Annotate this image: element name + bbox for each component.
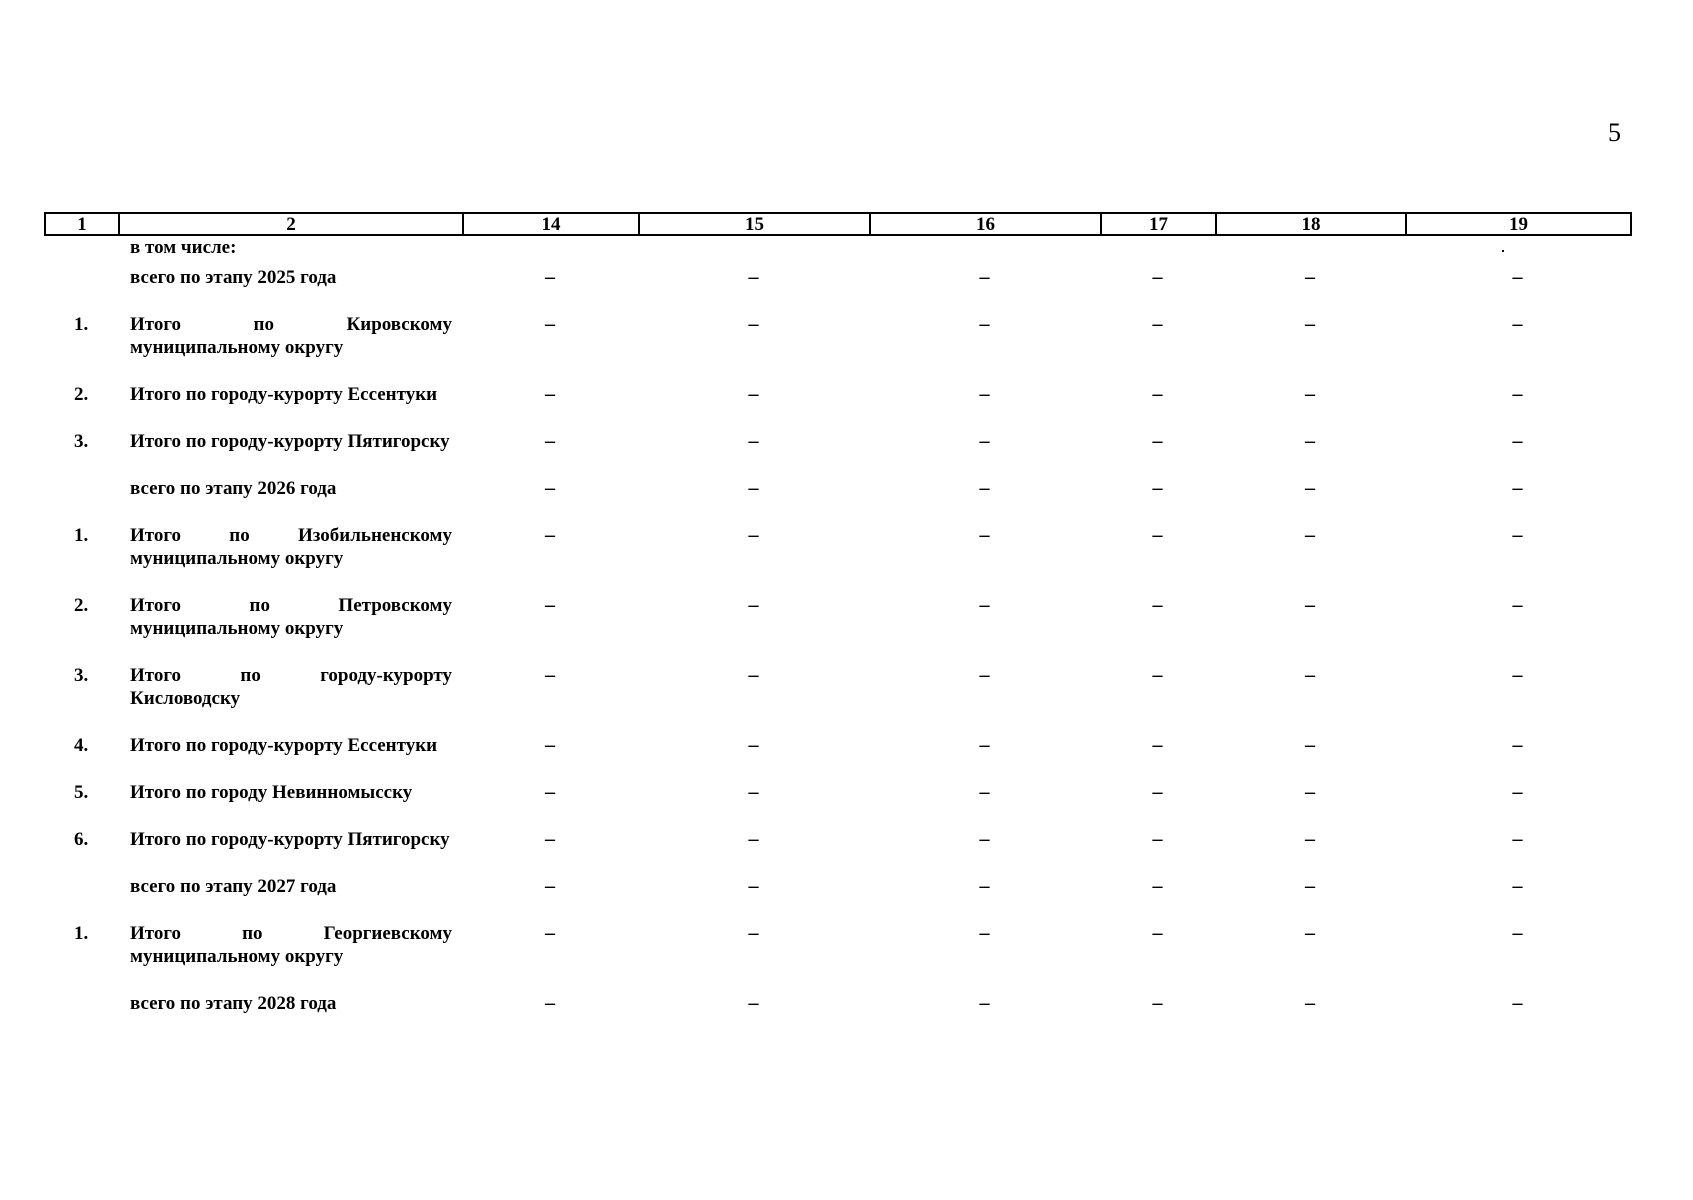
value-col-19: – <box>1512 594 1523 616</box>
row-number: 1. <box>74 314 89 335</box>
value-col-15: – <box>748 875 759 897</box>
value-col-16: – <box>979 664 990 686</box>
value-col-17: – <box>1152 875 1163 897</box>
table-row <box>44 664 1630 734</box>
value-col-17: – <box>1152 781 1163 803</box>
table-row <box>44 922 1630 992</box>
value-col-17: – <box>1152 664 1163 686</box>
value-col-14: – <box>545 383 555 405</box>
value-col-18: – <box>1305 477 1315 499</box>
value-col-17: – <box>1152 992 1163 1014</box>
value-col-16: – <box>979 992 990 1014</box>
row-number: 2. <box>74 384 89 405</box>
value-col-19: – <box>1512 477 1523 499</box>
value-col-18: – <box>1305 828 1315 850</box>
row-label: Итого по городу-курорту Пятигорску <box>130 829 450 850</box>
row-label: Итого по городу Невинномысску <box>130 782 413 803</box>
row-number: 3. <box>74 665 89 686</box>
value-col-17: – <box>1152 266 1163 288</box>
value-col-17: – <box>1152 524 1163 546</box>
value-col-14: – <box>545 524 555 546</box>
value-col-19: – <box>1512 664 1523 686</box>
column-header-18: 18 <box>1216 213 1406 235</box>
row-label: Итого по Кировскому муниципальному округу <box>130 314 452 358</box>
row-number: 6. <box>74 829 89 850</box>
row-number: 1. <box>74 525 89 546</box>
value-col-19: – <box>1512 992 1523 1014</box>
table-row <box>44 524 1630 594</box>
row-label: Итого по городу-курорту Пятигорску <box>130 431 450 452</box>
column-header-2: 2 <box>119 213 463 235</box>
value-col-18: – <box>1305 664 1315 686</box>
row-label: всего по этапу 2025 года <box>130 267 337 288</box>
row-number: 1. <box>74 923 89 944</box>
intro-text: в том числе: <box>130 237 237 258</box>
value-col-17: – <box>1152 313 1163 335</box>
row-label: Итого по Петровскому муниципальному округу <box>130 595 452 639</box>
value-col-16: – <box>979 313 990 335</box>
value-col-15: – <box>748 383 759 405</box>
value-col-17: – <box>1152 922 1163 944</box>
row-number: 4. <box>74 735 89 756</box>
value-col-19: – <box>1512 922 1523 944</box>
row-number <box>44 875 118 922</box>
row-label: Итого по городу-курорту Ессентуки <box>130 384 438 405</box>
value-col-14: – <box>545 594 555 616</box>
table-row <box>44 594 1630 664</box>
table-row <box>44 266 1630 313</box>
value-col-15: – <box>748 266 759 288</box>
value-col-18: – <box>1305 313 1315 335</box>
value-col-18: – <box>1305 594 1315 616</box>
value-col-15: – <box>748 828 759 850</box>
table-row <box>44 734 1630 781</box>
table-row <box>44 383 1630 430</box>
table-row <box>44 992 1630 1039</box>
row-label: Итого по городу-курорту Ессентуки <box>130 735 438 756</box>
table-row <box>44 477 1630 524</box>
value-col-19: – <box>1512 313 1523 335</box>
value-col-14: – <box>545 430 555 452</box>
value-col-18: – <box>1305 266 1315 288</box>
data-table <box>44 236 1630 1039</box>
value-col-18: – <box>1305 875 1315 897</box>
value-col-19: – <box>1512 266 1523 288</box>
table-row <box>44 828 1630 875</box>
column-header-14: 14 <box>463 213 639 235</box>
value-col-16: – <box>979 734 990 756</box>
value-col-16: – <box>979 594 990 616</box>
value-col-15: – <box>748 992 759 1014</box>
column-header-1: 1 <box>45 213 119 235</box>
value-col-15: – <box>748 430 759 452</box>
value-col-14: – <box>545 922 555 944</box>
row-label: Итого по городу-курорту Кисловодску <box>130 665 452 709</box>
value-col-15: – <box>748 922 759 944</box>
value-col-15: – <box>748 781 759 803</box>
value-col-17: – <box>1152 383 1163 405</box>
column-header-15: 15 <box>639 213 870 235</box>
value-col-14: – <box>545 477 555 499</box>
value-col-16: – <box>979 383 990 405</box>
row-label: Итого по Изобильненскому муниципальному округу <box>130 525 452 569</box>
value-col-14: – <box>545 266 555 288</box>
value-col-18: – <box>1305 524 1315 546</box>
value-col-15: – <box>748 477 759 499</box>
row-label: всего по этапу 2027 года <box>130 876 337 897</box>
value-col-19: – <box>1512 734 1523 756</box>
value-col-17: – <box>1152 828 1163 850</box>
page-number: 5 <box>1608 118 1621 147</box>
row-label: Итого по Георгиевскому муниципальному округу <box>130 923 452 967</box>
row-number <box>44 266 118 313</box>
row-number: 3. <box>74 431 89 452</box>
column-header-19: 19 <box>1406 213 1631 235</box>
value-col-14: – <box>545 781 555 803</box>
value-col-18: – <box>1305 992 1315 1014</box>
value-col-14: – <box>545 664 555 686</box>
value-col-14: – <box>545 875 555 897</box>
value-col-16: – <box>979 430 990 452</box>
value-col-16: – <box>979 875 990 897</box>
table-row <box>44 875 1630 922</box>
row-label: всего по этапу 2028 года <box>130 993 337 1014</box>
value-col-16: – <box>979 266 990 288</box>
value-col-15: – <box>748 594 759 616</box>
value-col-14: – <box>545 828 555 850</box>
table-row <box>44 313 1630 383</box>
value-col-14: – <box>545 992 555 1014</box>
value-col-17: – <box>1152 734 1163 756</box>
value-col-15: – <box>748 664 759 686</box>
row-number <box>44 477 118 524</box>
value-col-19: – <box>1512 781 1523 803</box>
intro-row <box>44 236 1630 266</box>
table-row <box>44 781 1630 828</box>
value-col-18: – <box>1305 383 1315 405</box>
value-col-15: – <box>748 524 759 546</box>
value-col-16: – <box>979 477 990 499</box>
value-col-16: – <box>979 828 990 850</box>
column-header-16: 16 <box>870 213 1101 235</box>
column-header-17: 17 <box>1101 213 1216 235</box>
value-col-19: – <box>1512 383 1523 405</box>
row-label: всего по этапу 2026 года <box>130 478 337 499</box>
value-col-18: – <box>1305 922 1315 944</box>
value-col-18: – <box>1305 734 1315 756</box>
value-col-19: – <box>1512 828 1523 850</box>
value-col-19: – <box>1512 875 1523 897</box>
table-row <box>44 430 1630 477</box>
row-number: 5. <box>74 782 89 803</box>
row-number: 2. <box>74 595 89 616</box>
value-col-17: – <box>1152 594 1163 616</box>
value-col-16: – <box>979 524 990 546</box>
value-col-19: – <box>1512 524 1523 546</box>
value-col-17: – <box>1152 430 1163 452</box>
column-header-row <box>44 212 1632 236</box>
value-col-14: – <box>545 734 555 756</box>
value-col-18: – <box>1305 781 1315 803</box>
value-col-17: – <box>1152 477 1163 499</box>
value-col-15: – <box>748 313 759 335</box>
value-col-16: – <box>979 922 990 944</box>
row-number <box>44 992 118 1039</box>
value-col-16: – <box>979 781 990 803</box>
value-col-15: – <box>748 734 759 756</box>
value-col-14: – <box>545 313 555 335</box>
value-col-18: – <box>1305 430 1315 452</box>
value-col-19: – <box>1512 430 1523 452</box>
